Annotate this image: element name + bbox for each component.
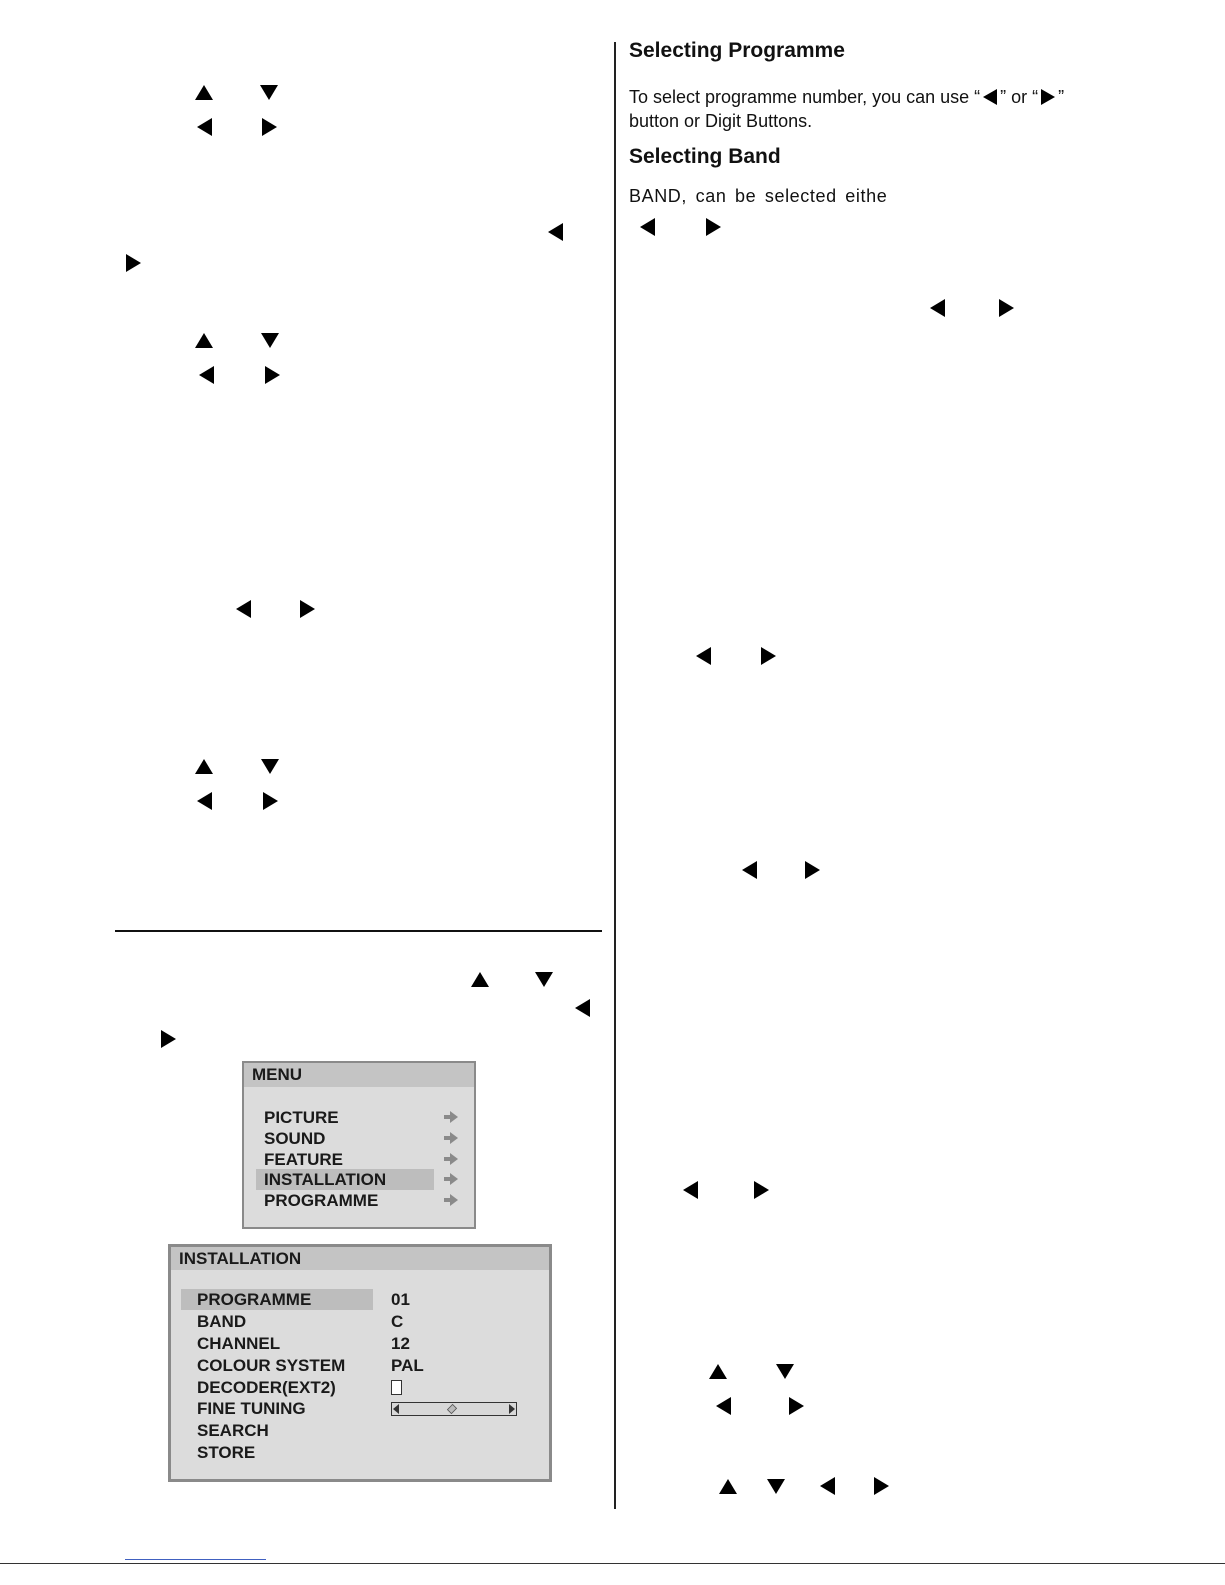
fine-tuning-slider[interactable] [391, 1402, 517, 1416]
programme-paragraph-line1 [629, 85, 1064, 109]
up-triangle-icon [709, 1364, 727, 1379]
text-segment: ” or “ [1000, 87, 1039, 107]
heading-selecting-band: Selecting Band [629, 145, 781, 168]
left-triangle-icon [548, 223, 563, 241]
right-triangle-icon [874, 1477, 889, 1495]
row-value: PAL [391, 1356, 424, 1375]
slider-thumb[interactable] [447, 1404, 457, 1414]
left-triangle-icon [575, 999, 590, 1017]
right-triangle-icon [300, 600, 315, 618]
left-triangle-icon [983, 89, 997, 105]
left-triangle-icon [696, 647, 711, 665]
programme-paragraph-line2: button or Digit Buttons. [629, 111, 813, 131]
right-triangle-icon [999, 299, 1014, 317]
row-value: 01 [391, 1290, 410, 1309]
down-triangle-icon [767, 1479, 785, 1494]
up-triangle-icon [195, 333, 213, 348]
installation-menu-title: INSTALLATION [171, 1247, 549, 1270]
installation-row-store[interactable] [181, 1442, 531, 1463]
right-triangle-icon [805, 861, 820, 879]
row-label: CHANNEL [197, 1334, 281, 1353]
row-label: DECODER(EXT2) [197, 1378, 336, 1397]
band-paragraph-line1: BAND, can be selected eithe [629, 186, 888, 206]
text-segment: To select programme number, you can use “ [629, 87, 981, 107]
column-divider [614, 42, 616, 1509]
main-menu-panel [242, 1061, 476, 1229]
menu-item-sound[interactable]: SOUND [264, 1129, 326, 1148]
right-triangle-icon [263, 792, 278, 810]
installation-row-programme[interactable] [181, 1289, 531, 1310]
left-triangle-icon [930, 299, 945, 317]
left-triangle-icon [197, 792, 212, 810]
arrow-right-icon [444, 1153, 458, 1165]
installation-row-decoder[interactable] [181, 1377, 531, 1398]
right-triangle-icon [706, 218, 721, 236]
installation-row-channel[interactable] [181, 1333, 531, 1354]
main-menu-title: MENU [244, 1063, 474, 1087]
installation-row-colour-system[interactable] [181, 1355, 531, 1376]
menu-item-installation[interactable]: INSTALLATION [256, 1169, 434, 1190]
right-triangle-icon [761, 647, 776, 665]
right-triangle-icon [126, 254, 141, 272]
row-label: SEARCH [197, 1421, 269, 1440]
down-triangle-icon [261, 333, 279, 348]
down-triangle-icon [776, 1364, 794, 1379]
down-triangle-icon [260, 85, 278, 100]
footer-underline [125, 1559, 266, 1560]
heading-selecting-programme: Selecting Programme [629, 39, 845, 62]
row-label: FINE TUNING [197, 1399, 306, 1418]
page-bottom-rule [0, 1563, 1225, 1564]
right-triangle-icon [754, 1181, 769, 1199]
installation-row-band[interactable] [181, 1311, 531, 1332]
decoder-checkbox[interactable] [391, 1380, 402, 1395]
up-triangle-icon [195, 759, 213, 774]
right-triangle-icon [1041, 89, 1055, 105]
left-triangle-icon [197, 118, 212, 136]
left-triangle-icon [236, 600, 251, 618]
installation-menu-panel [168, 1244, 552, 1482]
installation-row-search[interactable] [181, 1420, 531, 1441]
up-triangle-icon [719, 1479, 737, 1494]
menu-item-feature[interactable]: FEATURE [264, 1150, 344, 1169]
left-triangle-icon [716, 1397, 731, 1415]
left-triangle-icon [683, 1181, 698, 1199]
menu-item-picture[interactable]: PICTURE [264, 1108, 339, 1127]
row-value: 12 [391, 1334, 410, 1353]
slider-left-icon [393, 1404, 399, 1414]
row-label: PROGRAMME [181, 1289, 373, 1310]
arrow-right-icon [444, 1173, 458, 1185]
right-triangle-icon [265, 366, 280, 384]
arrow-right-icon [444, 1111, 458, 1123]
arrow-right-icon [444, 1132, 458, 1144]
row-label: BAND [197, 1312, 247, 1331]
down-triangle-icon [535, 972, 553, 987]
up-triangle-icon [195, 85, 213, 100]
text-segment: ” [1058, 87, 1065, 107]
slider-right-icon [509, 1404, 515, 1414]
installation-row-fine-tuning[interactable] [181, 1398, 531, 1419]
arrow-right-icon [444, 1194, 458, 1206]
right-triangle-icon [262, 118, 277, 136]
section-divider [115, 930, 602, 932]
left-triangle-icon [199, 366, 214, 384]
right-triangle-icon [161, 1030, 176, 1048]
right-triangle-icon [789, 1397, 804, 1415]
left-triangle-icon [742, 861, 757, 879]
down-triangle-icon [261, 759, 279, 774]
row-value: C [391, 1312, 404, 1331]
row-label: COLOUR SYSTEM [197, 1356, 346, 1375]
left-triangle-icon [820, 1477, 835, 1495]
left-triangle-icon [640, 218, 655, 236]
up-triangle-icon [471, 972, 489, 987]
menu-item-programme[interactable]: PROGRAMME [264, 1191, 379, 1210]
row-label: STORE [197, 1443, 256, 1462]
